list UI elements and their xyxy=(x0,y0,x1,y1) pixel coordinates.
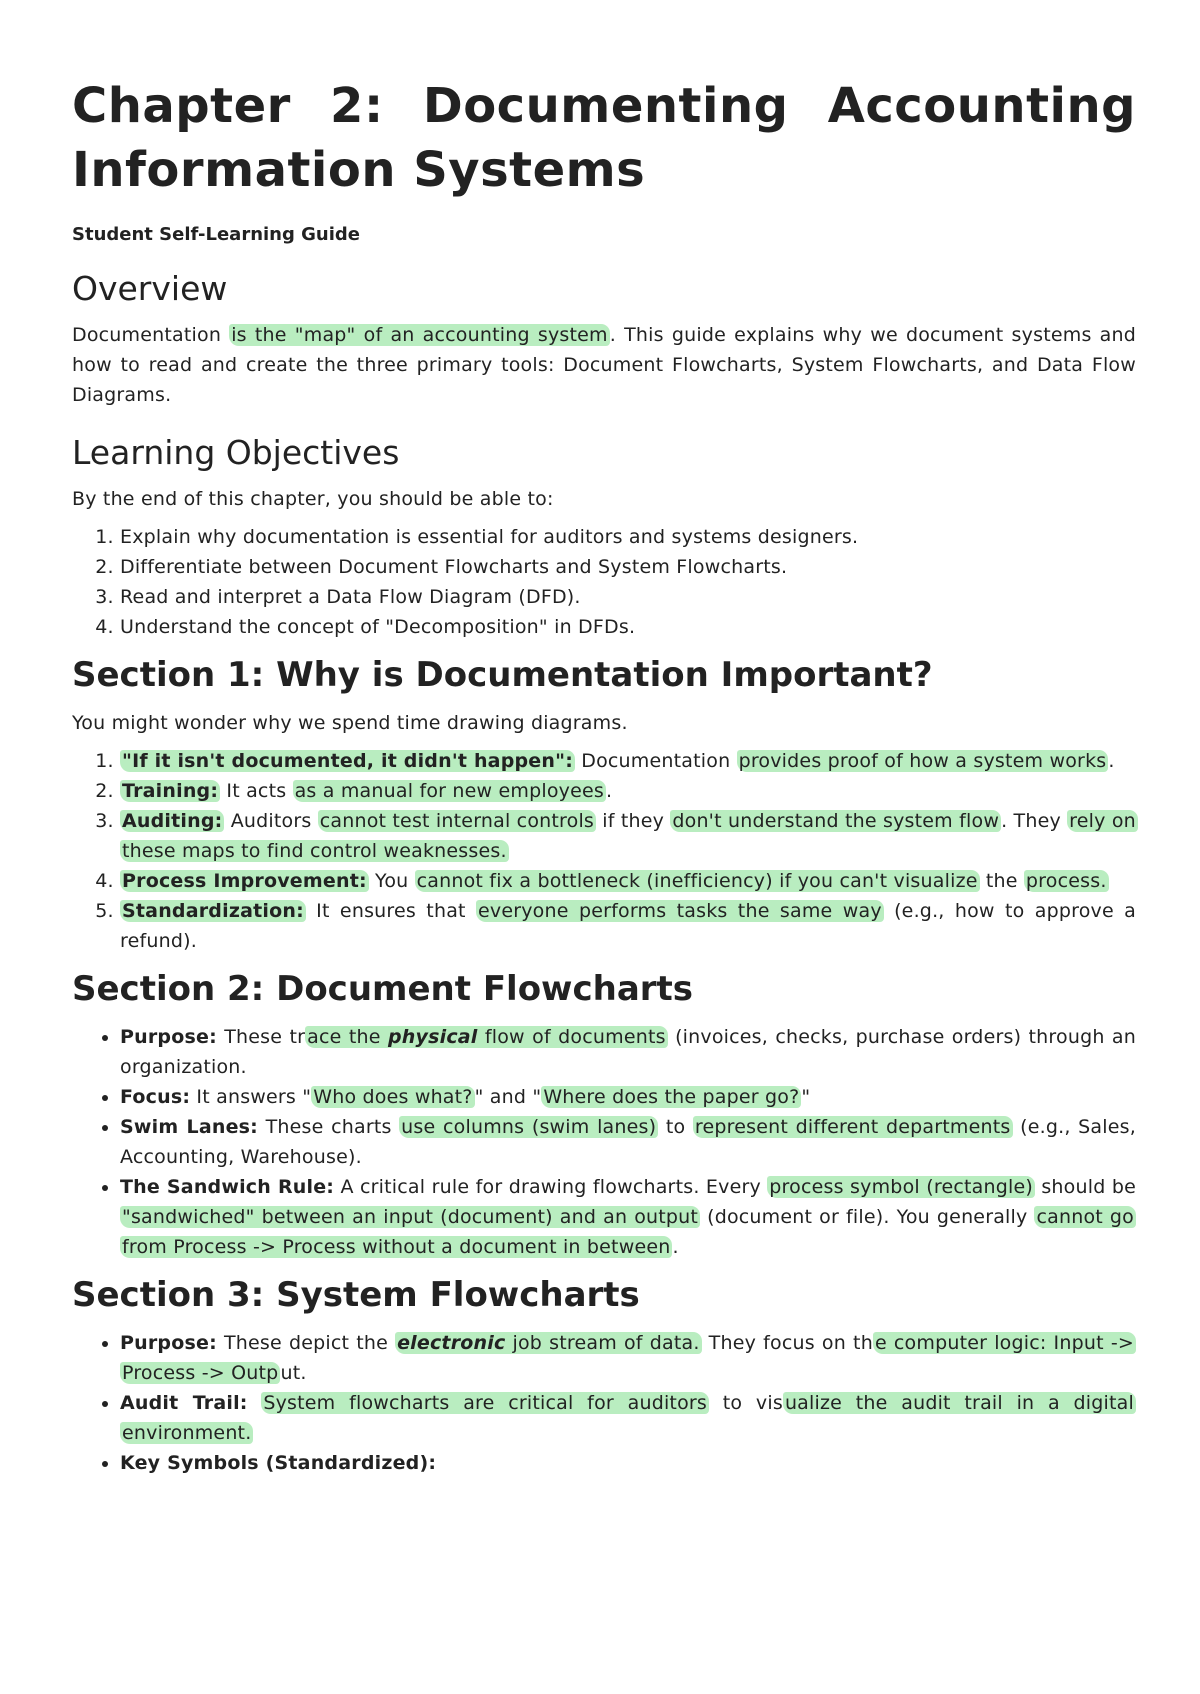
item-text: These depict the xyxy=(216,1332,396,1354)
item-text: . xyxy=(606,780,613,802)
item-highlight: process. xyxy=(1025,870,1107,892)
item-highlight: use columns (swim lanes) xyxy=(401,1116,657,1138)
document-content xyxy=(72,74,1136,1478)
overview-heading: Overview xyxy=(72,269,228,308)
objective-item: 1. Explain why documentation is essential for auditors and systems designers. xyxy=(120,522,1136,552)
item-text: These tr xyxy=(216,1026,306,1048)
item-highlight-text: ace the xyxy=(307,1026,388,1048)
item-text: (e.g., Sales, Accounting, Warehouse). xyxy=(120,1116,1136,1168)
item-emphasis: physical xyxy=(387,1026,478,1048)
item-highlight: process symbol (rectangle) xyxy=(769,1176,1033,1198)
section1-item xyxy=(120,746,1136,776)
item-text: (invoices, checks, purchase orders) through an organization. xyxy=(120,1026,1136,1078)
item-text: . They xyxy=(1001,810,1068,832)
item-text: You xyxy=(368,870,415,892)
item-text: Documentation xyxy=(575,750,737,772)
item-label: Purpose: xyxy=(120,1332,217,1354)
item-highlight: cannot test internal controls xyxy=(319,810,595,832)
item-highlight: provides proof of how a system works xyxy=(738,750,1107,772)
item-label: The Sandwich Rule: xyxy=(120,1176,335,1198)
overview-text-1: Documentation xyxy=(72,324,230,346)
item-highlight: everyone performs tasks the same way xyxy=(478,900,882,922)
section1-item xyxy=(120,896,1136,956)
item-highlight xyxy=(395,1332,702,1354)
item-label: Audit Trail: xyxy=(120,1392,248,1414)
item-text: They focus on th xyxy=(701,1332,873,1354)
item-highlight: Where does the paper go? xyxy=(543,1086,800,1108)
section2-item xyxy=(120,1082,1136,1112)
section3-heading: Section 3: System Flowcharts xyxy=(72,1275,640,1315)
section1-list xyxy=(72,746,1136,956)
item-text: A critical rule for drawing flowcharts. Every xyxy=(334,1176,768,1198)
item-highlight: rely on these maps to find control weaknesses. xyxy=(122,810,1136,862)
section1-heading: Section 1: Why is Documentation Important? xyxy=(72,655,933,695)
item-text: " and " xyxy=(474,1086,542,1108)
section3-list xyxy=(72,1328,1136,1478)
item-text: (document or file). You generally xyxy=(700,1206,1035,1228)
section1-intro: You might wonder why we spend time drawing diagrams. xyxy=(72,712,628,734)
item-label: "If it isn't documented, it didn't happen": xyxy=(122,750,573,772)
item-highlight: ualize the audit trail in a digital environment. xyxy=(122,1392,1134,1444)
item-text: It ensures that xyxy=(305,900,476,922)
item-text: It answers " xyxy=(190,1086,312,1108)
section3-item xyxy=(120,1448,1136,1478)
overview-highlight: is the "map" of an accounting system xyxy=(231,324,608,346)
section3-item xyxy=(120,1328,1136,1388)
item-text: ut. xyxy=(280,1362,307,1384)
item-text: It acts xyxy=(220,780,293,802)
item-text: to xyxy=(658,1116,693,1138)
objectives-list xyxy=(72,522,1136,642)
item-highlight: "sandwiched" between an input (document) and an output xyxy=(122,1206,699,1228)
item-text: . xyxy=(1108,750,1115,772)
item-emphasis: electronic xyxy=(397,1332,506,1354)
section2-list xyxy=(72,1022,1136,1262)
section2-item xyxy=(120,1022,1136,1082)
section1-item xyxy=(120,806,1136,866)
overview-paragraph xyxy=(72,320,1136,410)
item-label: Focus: xyxy=(120,1086,191,1108)
item-label: Auditing: xyxy=(122,810,223,832)
item-highlight: Who does what? xyxy=(313,1086,473,1108)
overview-text-2: . This guide explains why we document systems and how to read and create the three primary tools: Document Flowcharts, System Flowcharts, and Data Flow Diagrams. xyxy=(72,324,1137,406)
item-highlight-text: flow of documents xyxy=(477,1026,666,1048)
objective-item: 2. Differentiate between Document Flowcharts and System Flowcharts. xyxy=(120,552,1136,582)
item-highlight: as a manual for new employees xyxy=(294,780,604,802)
subtitle: Student Self-Learning Guide xyxy=(72,224,360,245)
section3-item xyxy=(120,1388,1136,1448)
section2-item xyxy=(120,1172,1136,1262)
section1-item xyxy=(120,866,1136,896)
item-text: to vis xyxy=(709,1392,783,1414)
section1-item xyxy=(120,776,1136,806)
item-highlight: represent different departments xyxy=(694,1116,1011,1138)
item-highlight: don't understand the system flow xyxy=(672,810,1000,832)
page-title: Chapter 2: Documenting Accounting Information Systems xyxy=(72,78,1136,198)
item-highlight-text: job stream of data. xyxy=(505,1332,700,1354)
item-text: " xyxy=(801,1086,811,1108)
item-highlight xyxy=(305,1026,668,1048)
item-text: if they xyxy=(596,810,671,832)
objective-item: 4. Understand the concept of "Decomposition" in DFDs. xyxy=(120,612,1136,642)
section2-item xyxy=(120,1112,1136,1172)
item-label: Training: xyxy=(122,780,219,802)
item-highlight: cannot go from Process -> Process without a document in between xyxy=(122,1206,1134,1258)
item-label: Key Symbols (Standardized): xyxy=(120,1452,437,1474)
item-text: (e.g., how to approve a refund). xyxy=(120,900,1137,952)
item-label: Standardization: xyxy=(122,900,304,922)
item-label: Process Improvement: xyxy=(122,870,367,892)
item-text xyxy=(248,1392,262,1414)
item-text: Auditors xyxy=(224,810,318,832)
item-highlight: System flowcharts are critical for auditors xyxy=(263,1392,708,1414)
objective-item: 3. Read and interpret a Data Flow Diagram (DFD). xyxy=(120,582,1136,612)
item-text: the xyxy=(979,870,1024,892)
item-text: should be xyxy=(1034,1176,1136,1198)
objectives-intro: By the end of this chapter, you should be able to: xyxy=(72,488,554,510)
objectives-heading: Learning Objectives xyxy=(72,433,400,472)
item-label: Purpose: xyxy=(120,1026,217,1048)
section2-heading: Section 2: Document Flowcharts xyxy=(72,969,694,1009)
item-highlight: cannot fix a bottleneck (inefficiency) if you can't visualize xyxy=(416,870,978,892)
item-text: . xyxy=(672,1236,679,1258)
item-text: These charts xyxy=(257,1116,400,1138)
item-highlight: e computer logic: Input -> Process -> Outp xyxy=(122,1332,1135,1384)
item-label: Swim Lanes: xyxy=(120,1116,258,1138)
